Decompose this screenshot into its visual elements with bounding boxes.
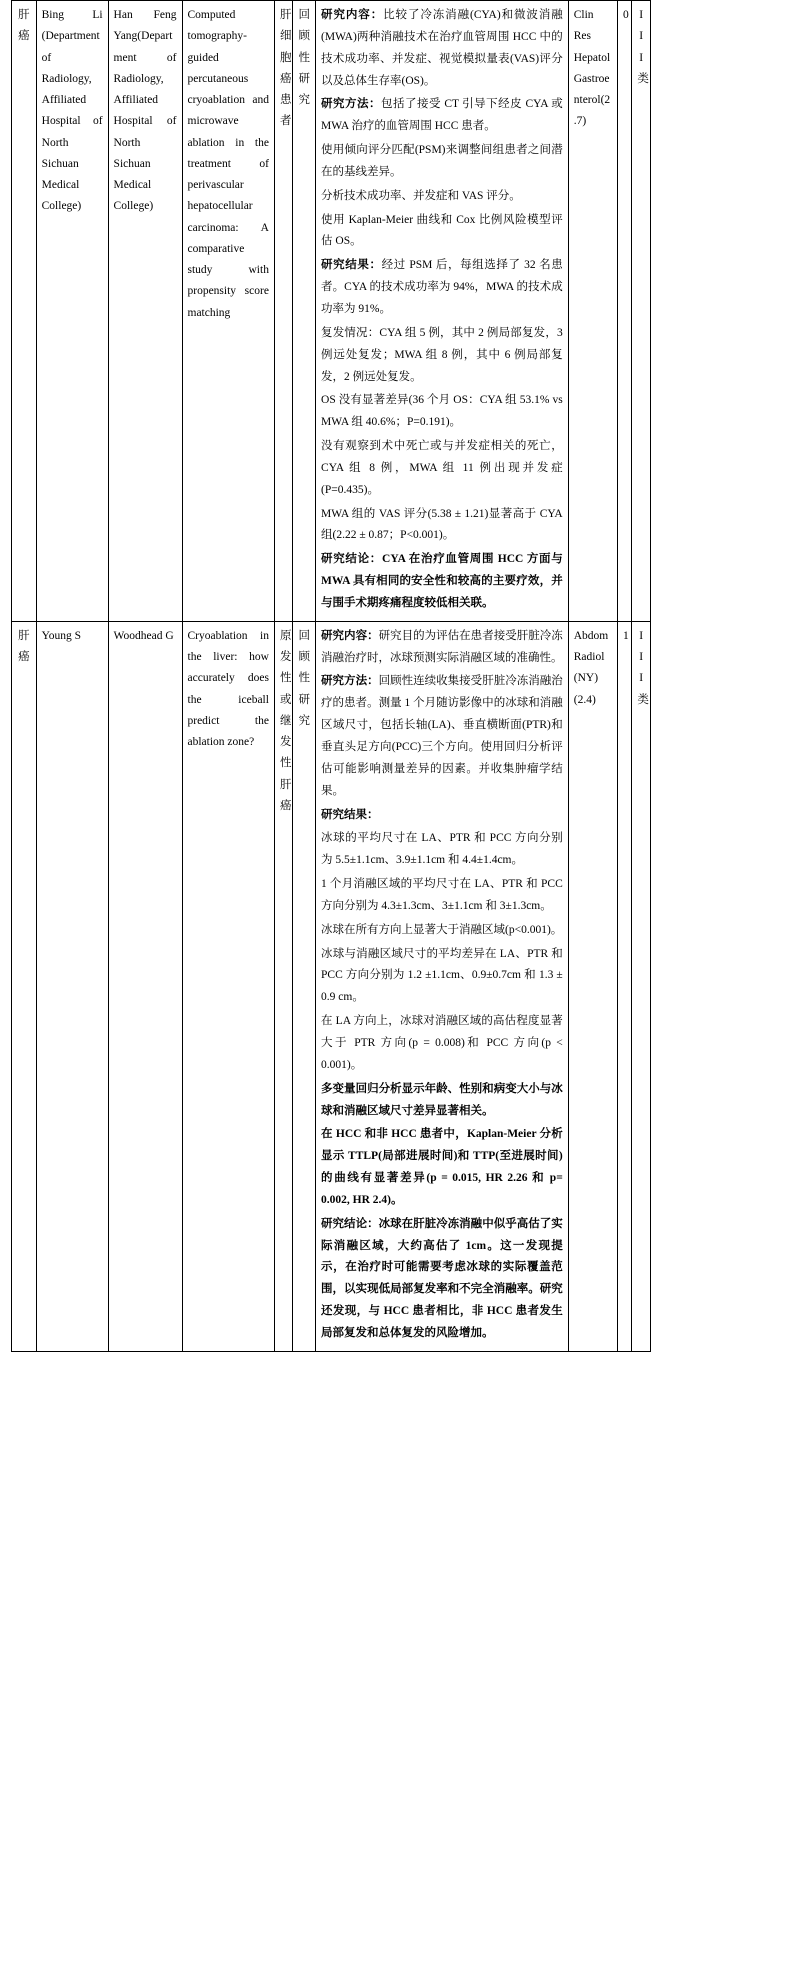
content-text: CYA 在治疗血管周围 HCC 方面与 MWA 具有相同的安全性和较高的主要疗效，并与围手术期疼痛程度较低相关联。	[321, 553, 563, 609]
cell-cancer-type: 肝癌	[12, 1, 37, 622]
cell-journal: Clin Res Hepatol Gastroenterol(2.7)	[568, 1, 617, 622]
content-text: 使用倾向评分匹配(PSM)来调整间组患者之间潜在的基线差异。	[321, 144, 563, 178]
content-text: 冰球在所有方向上显著大于消融区域(p<0.001)。	[321, 923, 563, 936]
content-label: 研究内容：	[321, 9, 384, 21]
content-paragraph	[321, 828, 563, 872]
cell-number: 1	[618, 621, 632, 1351]
content-text: OS 没有显著差异(36 个月 OS：CYA 组 53.1% vs MWA 组 40.6%；P=0.191)。	[321, 394, 563, 429]
content-label: 研究结果：	[321, 259, 382, 272]
content-paragraph	[321, 920, 563, 942]
content-paragraph	[321, 210, 563, 254]
cell-patient: 肝细胞癌患者	[274, 1, 292, 622]
content-text: 冰球与消融区域尺寸的平均差异在 LA、PTR 和 PCC 方向分别为 1.2 ±1.1cm、0.9±0.7cm 和 1.3 ± 0.9 cm。	[321, 947, 563, 1004]
content-text: MWA 组的 VAS 评分(5.38 ± 1.21)显著高于 CYA 组(2.22 ± 0.87；P<0.001)。	[321, 507, 563, 542]
cell-affiliation: Woodhead G	[108, 621, 182, 1351]
content-text: 回顾性连续收集接受肝脏冷冻消融治疗的患者。测量 1 个月随访影像中的冰球和消融区域尺寸，包括长轴(LA)、垂直横断面(PTR)和垂直头足方向(PCC)三个方向。使用回归分析评估可能影响测量差异的因素。并收集肿瘤学结果。	[321, 675, 563, 797]
content-text: 比较了冷冻消融(CYA)和微波消融(MWA)两种消融技术在治疗血管周围 HCC 中的技术成功率、并发症、视觉模拟量表(VAS)评分以及总体生存率(OS)。	[321, 9, 563, 87]
content-paragraph	[321, 1124, 563, 1211]
content-text: 复发情况：CYA 组 5 例，其中 2 例局部复发，3 例远处复发；MWA 组 8 例，其中 6 例局部复发，2 例远处复发。	[321, 326, 563, 383]
table-row	[12, 621, 651, 1351]
content-text: 多变量回归分析显示年龄、性别和病变大小与冰球和消融区域尺寸差异显著相关。	[321, 1082, 563, 1117]
content-text: 包括了接受 CT 引导下经皮 CYA 或 MWA 治疗的血管周围 HCC 患者。	[321, 98, 563, 133]
content-label: 研究方法：	[321, 675, 379, 688]
content-paragraph	[321, 94, 563, 138]
content-paragraph	[321, 944, 563, 1010]
content-paragraph	[321, 436, 563, 502]
cell-design: 回顾性研究	[293, 621, 316, 1351]
content-paragraph	[321, 874, 563, 918]
content-label: 研究方法：	[321, 98, 381, 111]
content-text: 冰球的平均尺寸在 LA、PTR 和 PCC 方向分别为 5.5±1.1cm、3.9±1.1cm 和 4.4±1.4cm。	[321, 832, 563, 867]
table-row	[12, 1, 651, 622]
content-text: 在 HCC 和非 HCC 患者中，Kaplan-Meier 分析显示 TTLP(局部进展时间)和 TTP(至进展时间)的曲线有显著差异(p = 0.015, HR 2.26 和 p= 0.002, HR 2.4)。	[321, 1128, 563, 1206]
content-paragraph	[321, 1079, 563, 1123]
content-text: 经过 PSM 后，每组选择了 32 名患者。CYA 的技术成功率为 94%，MWA 的技术成功率为 91%。	[321, 259, 563, 315]
content-text: 没有观察到术中死亡或与并发症相关的死亡，CYA 组 8 例，MWA 组 11 例出现并发症(P=0.435)。	[321, 440, 563, 496]
content-text: 1 个月消融区域的平均尺寸在 LA、PTR 和 PCC 方向分别为 4.3±1.3cm、3±1.1cm 和 3±1.3cm。	[321, 878, 563, 912]
content-paragraph	[321, 504, 563, 548]
content-paragraph	[321, 671, 563, 802]
cell-content	[316, 621, 569, 1351]
content-paragraph	[321, 140, 563, 184]
content-paragraph	[321, 805, 563, 827]
content-paragraph	[321, 626, 563, 670]
content-paragraph	[321, 255, 563, 321]
cell-evidence-level: III类	[632, 1, 651, 622]
content-label: 研究内容：	[321, 629, 379, 642]
cell-affiliation: Han Feng Yang(Department of Radiology, Affiliated Hospital of North Sichuan Medical College)	[108, 1, 182, 622]
content-paragraph	[321, 1214, 563, 1345]
cell-author: Bing Li (Department of Radiology, Affiliated Hospital of North Sichuan Medical College)	[36, 1, 108, 622]
cell-author: Young S	[36, 621, 108, 1351]
content-label: 研究结果：	[321, 808, 379, 821]
content-label: 研究结论：	[321, 1217, 379, 1230]
cell-evidence-level: III类	[632, 621, 651, 1351]
content-paragraph	[321, 186, 563, 208]
content-text: 使用 Kaplan-Meier 曲线和 Cox 比例风险模型评估 OS。	[321, 213, 563, 248]
content-paragraph	[321, 323, 563, 389]
content-text: 研究目的为评估在患者接受肝脏冷冻消融治疗时，冰球预测实际消融区域的准确性。	[321, 629, 563, 664]
cell-cancer-type: 肝癌	[12, 621, 37, 1351]
content-label: 研究结论：	[321, 553, 383, 566]
cell-number: 0	[618, 1, 632, 622]
content-paragraph	[321, 5, 563, 92]
cell-patient: 原发性或继发性肝癌	[274, 621, 292, 1351]
cell-journal: Abdom Radiol (NY)(2.4)	[568, 621, 617, 1351]
cell-title: Computed tomography-guided percutaneous cryoablation and microwave ablation in the treatment of perivascular hepatocellular carcinoma: A comparative study with propensity score matching	[182, 1, 274, 622]
cell-content	[316, 1, 569, 622]
content-paragraph	[321, 390, 563, 434]
content-text: 冰球在肝脏冷冻消融中似乎高估了实际消融区域，大约高估了 1cm。这一发现提示，在治疗时可能需要考虑冰球的实际覆盖范围，以实现低局部复发率和不完全消融率。研究还发现，与 HCC 患者相比，非 HCC 患者发生局部复发和总体复发的风险增加。	[321, 1217, 563, 1339]
content-paragraph	[321, 549, 563, 615]
cell-design: 回顾性研究	[293, 1, 316, 622]
content-paragraph	[321, 1011, 563, 1077]
cell-title: Cryoablation in the liver: how accurately does the iceball predict the ablation zone?	[182, 621, 274, 1351]
content-text: 分析技术成功率、并发症和 VAS 评分。	[321, 189, 521, 202]
study-comparison-table	[11, 0, 651, 1352]
content-text: 在 LA 方向上，冰球对消融区域的高估程度显著大于 PTR 方向(p = 0.008)和 PCC 方向(p < 0.001)。	[321, 1015, 563, 1071]
